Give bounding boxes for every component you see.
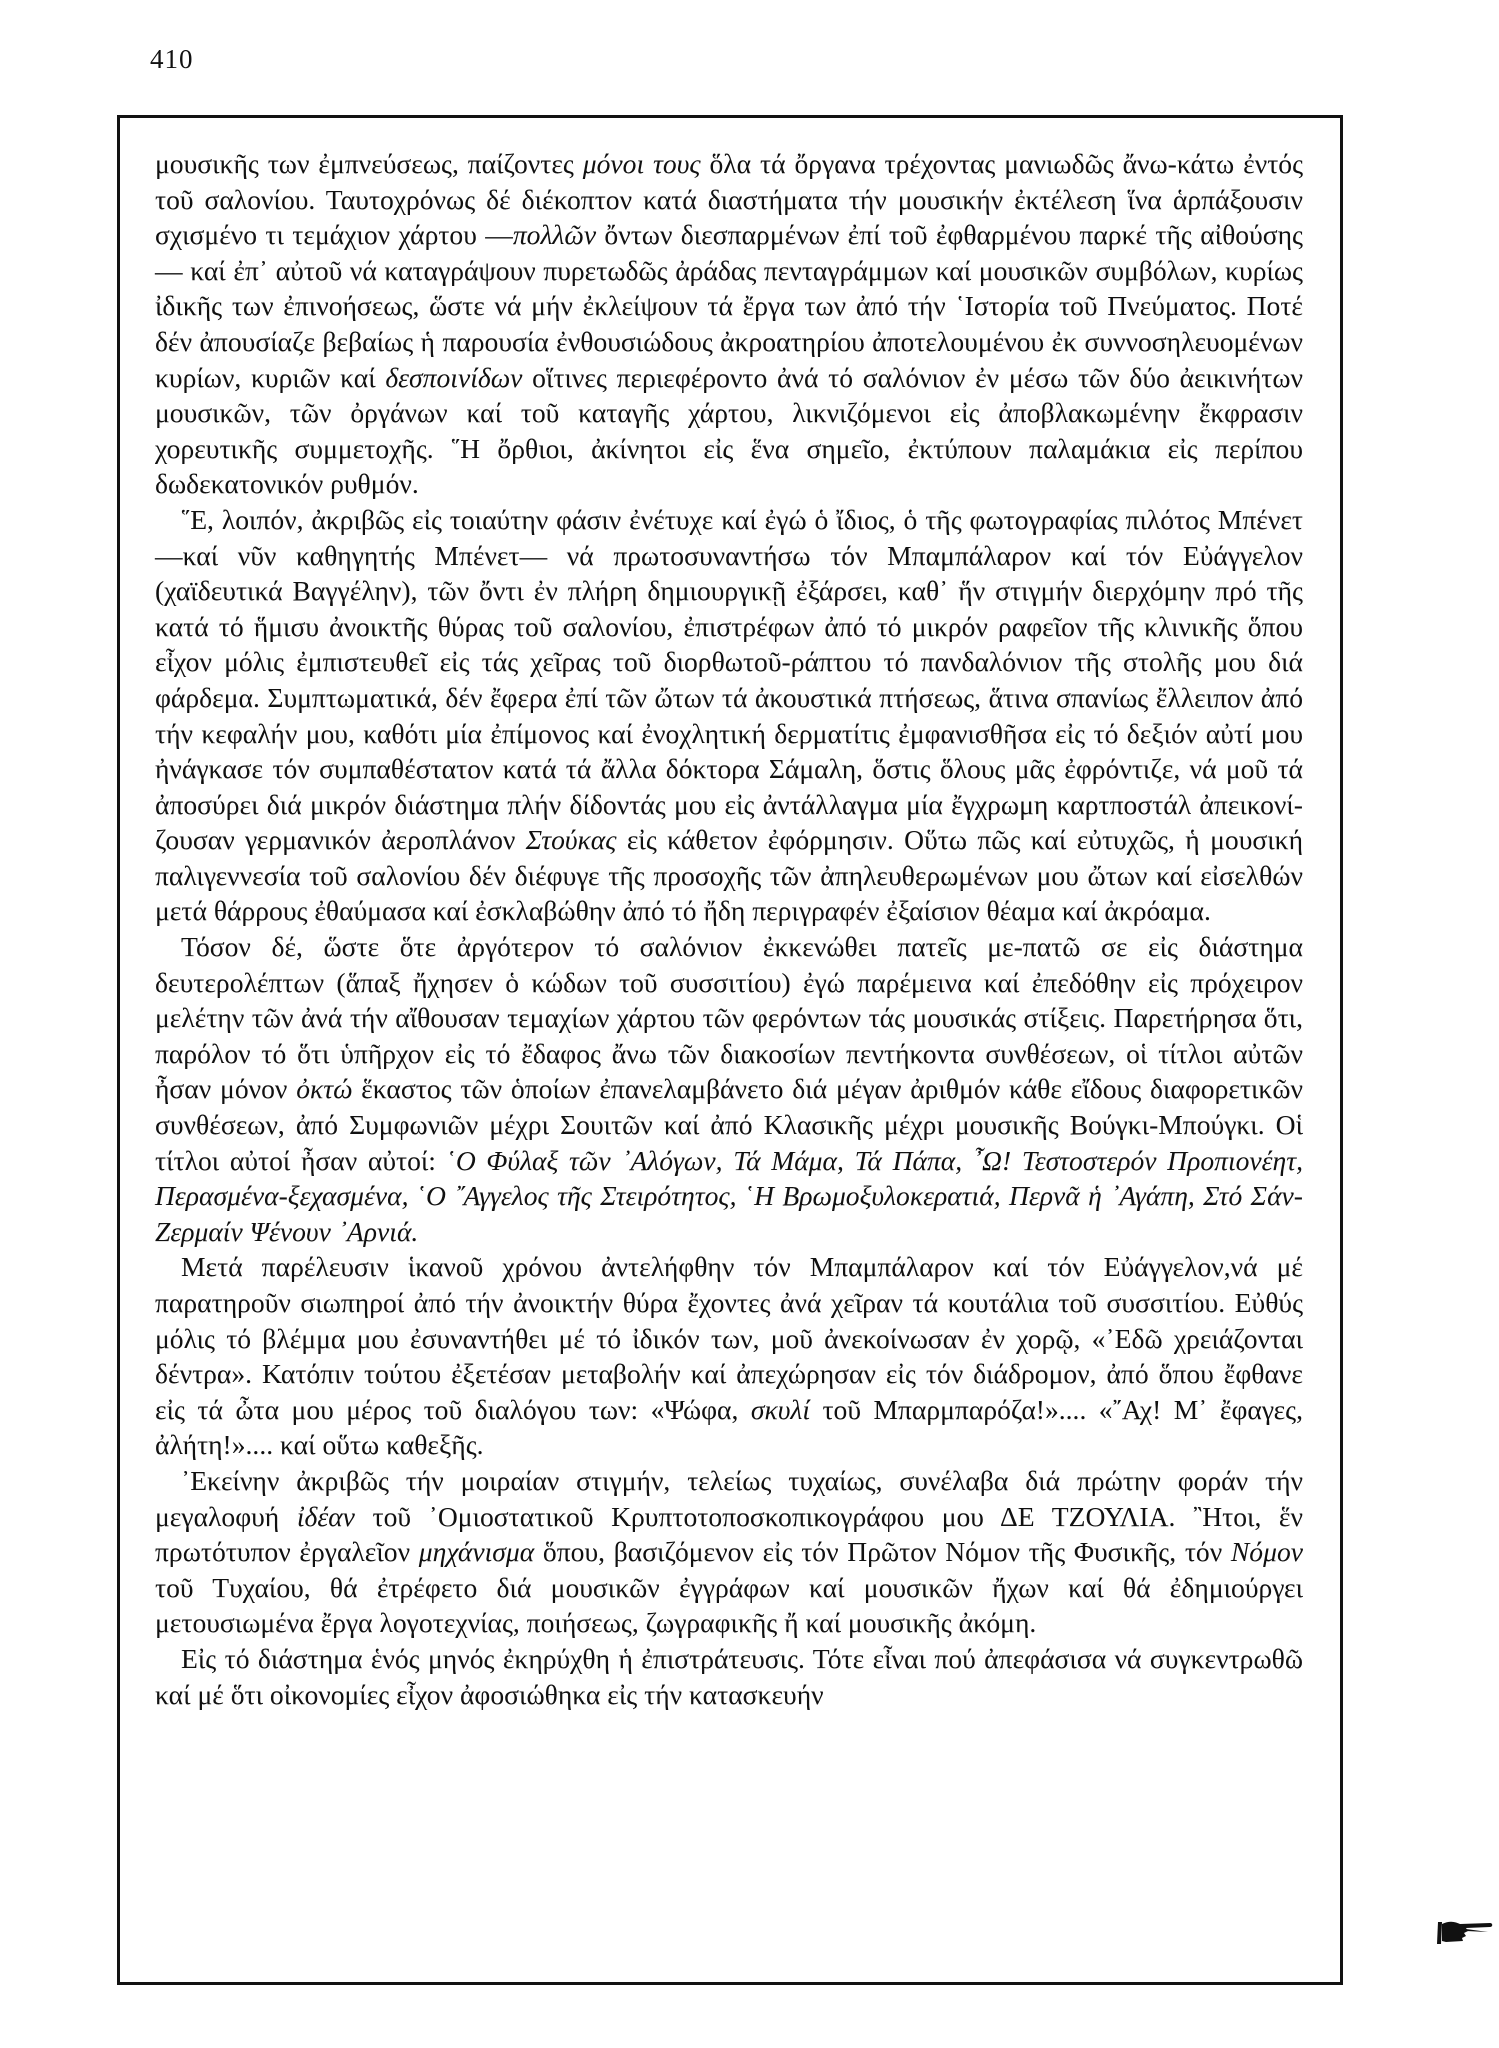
italic-text-run: σκυλί — [750, 1393, 810, 1425]
paragraph — [155, 1463, 1303, 1641]
italic-text-run: α — [824, 895, 840, 927]
text-run: μουσικῆς των ἐμπνεύσεως, παίζοντες — [155, 148, 583, 179]
text-run: εἰς κάθετον ἐφόρμησιν. Οὕτω πῶς καί εὐτυχῶς, ἡ μουσική παλιγεννεσία τοῦ σαλονίου δέν διέφυγε τῆς προσοχῆς τῶν ἀπηλευθερωμένων μου ὤτων καί εἰσελθών μετά θάρρους ἐθαύμασα καί ἐσκλαβώθην ἀπό τό ἤδη περιγρ — [155, 824, 1303, 927]
text-run: ὄντων διεσπαρμένων ἐπί τοῦ ἐφθαρμένου παρκέ τῆς αἰθούσης— καί ἐπ᾽ αὐτοῦ νά καταγράψουν πυρετωδῶς ἀράδας πενταγράμμων καί μουσικῶν συμβόλων, κυρίως ἰδικῆς των ἐπινοήσεως, ὥστε νά μήν ἐκλείψουν τά ἔργα των ἀπό τήν ῾Ιστορία τοῦ Πνεύματος. Ποτέ δέν ἀπουσίαζε βεβαίως ἡ παρουσία ἐνθουσιώδους ἀκροατηρίου ἀποτελουμένου ἐκ συννοσηλευομένων κυρίων, κυριῶν καί — [155, 219, 1303, 393]
italic-text-run: ῾Ο Φύλαξ τῶν ᾽Αλόγων, Τά Μάμα, Τά Πάπα, ῏Ω! Τεστοστερόν Προπιονέητ, Περασμένα-ξεχασμένα, ῾Ο ῎Αγγελος τῆς Στειρότητος, ῾Η Βρωμοξυλοκερατιά, Περνᾶ ἡ ᾽Αγάπη, Στό Σάν-Ζερμαίν Ψένουν ᾽Αρνιά. — [155, 1144, 1303, 1247]
text-run: ᾽Εκείνην ἀκριβῶς τήν μοιραίαν στιγμήν, τελείως τυχαίως, συνέλαβα διά πρώτην φοράν τήν μεγαλοφυή — [155, 1464, 1303, 1532]
pointing-hand-icon — [1436, 1914, 1494, 1948]
paragraph — [155, 1641, 1303, 1712]
text-run: τοῦ Μπαρμπαρόζα!».... «῎Αχ! Μ᾽ ἔφαγες, ἀλήτη!».... καί οὕτω καθεξῆς. — [155, 1393, 1303, 1461]
text-run: Μετά παρέλευσιν ἱκανοῦ χρόνου ἀντελήφθην τόν Μπαμπάλαρον καί τόν Εὐάγγελον,νά μέ παρατηροῦν σιωπηροί ἀπό τήν ἀνοικτήν θύρα ἔχοντες ἀνά χεῖραν τά κουτάλια τοῦ συσσιτίου. Εὐθύς μόλις τό βλέμμα μου ἐσυναντήθει μέ τό ἰδικόν των, μοῦ ἀνεκοίνωσαν ἐν χορῷ, «᾽Εδῶ χρειάζονται δέντρα». Κατόπιν τούτου ἐξετέσαν μεταβολήν καί ἀπεχώρησαν εἰς τόν διάδρομον, ἀπό ὅπου ἔφθανε εἰς τά ὦτα μου μέρος τοῦ διαλόγου των: «Ψώφα, — [155, 1251, 1303, 1425]
paragraph — [155, 146, 1303, 502]
text-run: τοῦ ᾽Ομιοστατικοῦ Κρυπτοτοποσκοπικογράφου μου ΔΕ ΤΖΟΥΛΙΑ. ῍Ητοι, ἕν πρωτότυπον ἐργαλεῖον — [155, 1500, 1303, 1568]
italic-text-run: πολλῶν — [512, 219, 597, 251]
page-number: 410 — [150, 44, 194, 74]
italic-text-run: μόνοι τους — [582, 148, 701, 179]
text-run: ὅπου, βασιζόμενον εἰς τόν Πρῶτον Νόμον τῆς Φυσικῆς, τόν — [534, 1536, 1231, 1568]
text-run: Τόσον δέ, ὥστε ὅτε ἀργότερον τό σαλόνιον ἐκκενώθει πατεῖς με-πατῶ σε εἰς διάστημα δευτερολέπτων (ἅπαξ ἤχησεν ὁ κώδων τοῦ συσσιτίου) ἐγώ παρέμεινα καί ἐπεδόθην εἰς πρόχειρον μελέτην τῶν ἀνά τήν αἴθουσαν τεμαχίων χάρτου τῶν φερόντων τάς μουσικάς στίξεις. Παρετήρησα ὅτι, παρόλον τό ὅτι ὑπῆρχον εἰς τό ἔδαφος ἄνω τῶν διακοσίων πεντήκοντα συνθέσεων, οἱ τίτλοι αὐτῶν ἦσαν μόνον — [155, 931, 1303, 1105]
text-run: φέν ἐξαίσιον θέαμα καί ἀκρόαμα. — [839, 895, 1211, 927]
paragraph — [155, 502, 1303, 929]
text-run: ὅλα τά ὄργανα τρέχοντας μανιωδῶς ἄνω-κάτω ἐντός τοῦ σαλονίου. Ταυτοχρόνως δέ διέκοπτον κατά διαστήματα τήν μουσικήν ἐκτέλεση ἵνα ἁρπάξουσιν σχισμένο τι τεμάχιον χάρτου — — [155, 148, 1304, 251]
text-run: τοῦ Τυχαίου, θά ἐτρέφετο διά μουσικῶν ἐγγράφων καί μουσικῶν ἤχων καί θά ἐδημιούργει μετουσιωμένα ἔργα λογοτεχνίας, ποιήσεως, ζωγραφικῆς ἤ καί μουσικῆς ἀκόμη. — [155, 1571, 1303, 1639]
paragraph — [155, 1249, 1303, 1463]
text-run: ῞Ε, λοιπόν, ἀκριβῶς εἰς τοιαύτην φάσιν ἐνέτυχε καί ἐγώ ὁ ἴδιος, ὁ τῆς φωτογραφίας πιλότος Μπένετ —καί νῦν καθηγητής Μπένετ— νά πρωτοσυναντήσω τόν Μπαμπάλαρον καί τόν Εὐάγγελον (χαϊδευτικά Βαγγέλην), τῶν ὄντι ἐν πλήρη δημιουργικῇ ἐξάρσει, καθ᾽ ἥν στιγμήν διερχόμην πρό τῆς κατά τό ἥμισυ ἀνοικτῆς θύρας τοῦ σαλονίου, ἐπιστρέφων ἀπό τό μικρόν ραφεῖον τῆς κλινικῆς ὅπου εἶχον μόλις ἐμπιστευθεῖ εἰς τάς χεῖρας τοῦ διορθωτοῦ-ράπτου τό πανδαλόνιον τῆς στολῆς μου διά φάρδεμα. Συμπτωματικά, δέν ἔφερα ἐπί τῶν ὤτων τά ἀκουστικά πτήσεως, ἅτινα σπανίως ἔλλειπον ἀπό τήν κεφαλήν μου, καθότι μία ἐπίμονος καί ἐνοχλητική δερματίτις ἐμφανισθῆσα εἰς τό δεξιόν αὐτί μου ἠνάγκασε τόν συμπαθέστατον κατά τά ἄλλα δόκτορα Σάμαλη, ὅστις ὅλους μᾶς ἐφρόντιζε, νά μοῦ τά ἀποσύρει διά μικρόν διάστημα πλήν δίδοντάς μου εἰς ἀντάλλαγμα μία ἔγχρωμη καρτποστάλ ἀπεικονίζουσαν γερμανικόν ἀεροπλάνον — [155, 503, 1303, 856]
paragraph — [155, 929, 1303, 1249]
italic-text-run: Νόμον — [1230, 1536, 1303, 1568]
italic-text-run: ὀκτώ — [296, 1073, 353, 1105]
italic-text-run: ἰδέαν — [296, 1500, 355, 1532]
italic-text-run: δεσποινίδων — [385, 361, 523, 393]
text-body — [155, 146, 1303, 1712]
text-run: ἕκαστος τῶν ὁποίων ἐπανελαμβάνετο διά μέγαν ἀριθμόν κάθε εἴδους διαφορετικῶν συνθέσεων, ἀπό Συμφωνιῶν μέχρι Σουιτῶν καί ἀπό Κλασικῆς μέχρι μουσικῆς Βούγκι-Μπούγκι. Οἱ τίτλοι αὐτοί ἦσαν αὐτοί: — [155, 1073, 1303, 1176]
italic-text-run: Στούκας — [525, 824, 617, 856]
text-run: οἵτινες περιεφέροντο ἀνά τό σαλόνιον ἐν μέσω τῶν δύο ἀεικινήτων μουσικῶν, τῶν ὀργάνων καί τοῦ καταγῆς χάρτου, λικνιζόμενοι εἰς ἀποβλακωμένην ἔκφρασιν χορευτικῆς συμμετοχῆς. ῞Η ὄρθιοι, ἀκίνητοι εἰς ἕνα σημεῖο, ἐκτύπουν παλαμάκια εἰς περίπου δωδεκατονικόν ρυθμόν. — [155, 361, 1303, 500]
italic-text-run: μηχάνισμα — [418, 1536, 535, 1568]
text-run: Εἰς τό διάστημα ἑνός μηνός ἐκηρύχθη ἡ ἐπιστράτευσις. Τότε εἶναι πού ἀπεφάσισα νά συγκεντρωθῶ καί μέ ὅτι οἰκονομίες εἶχον ἀφοσιώθηκα εἰς τήν κατασκευήν — [155, 1642, 1303, 1710]
